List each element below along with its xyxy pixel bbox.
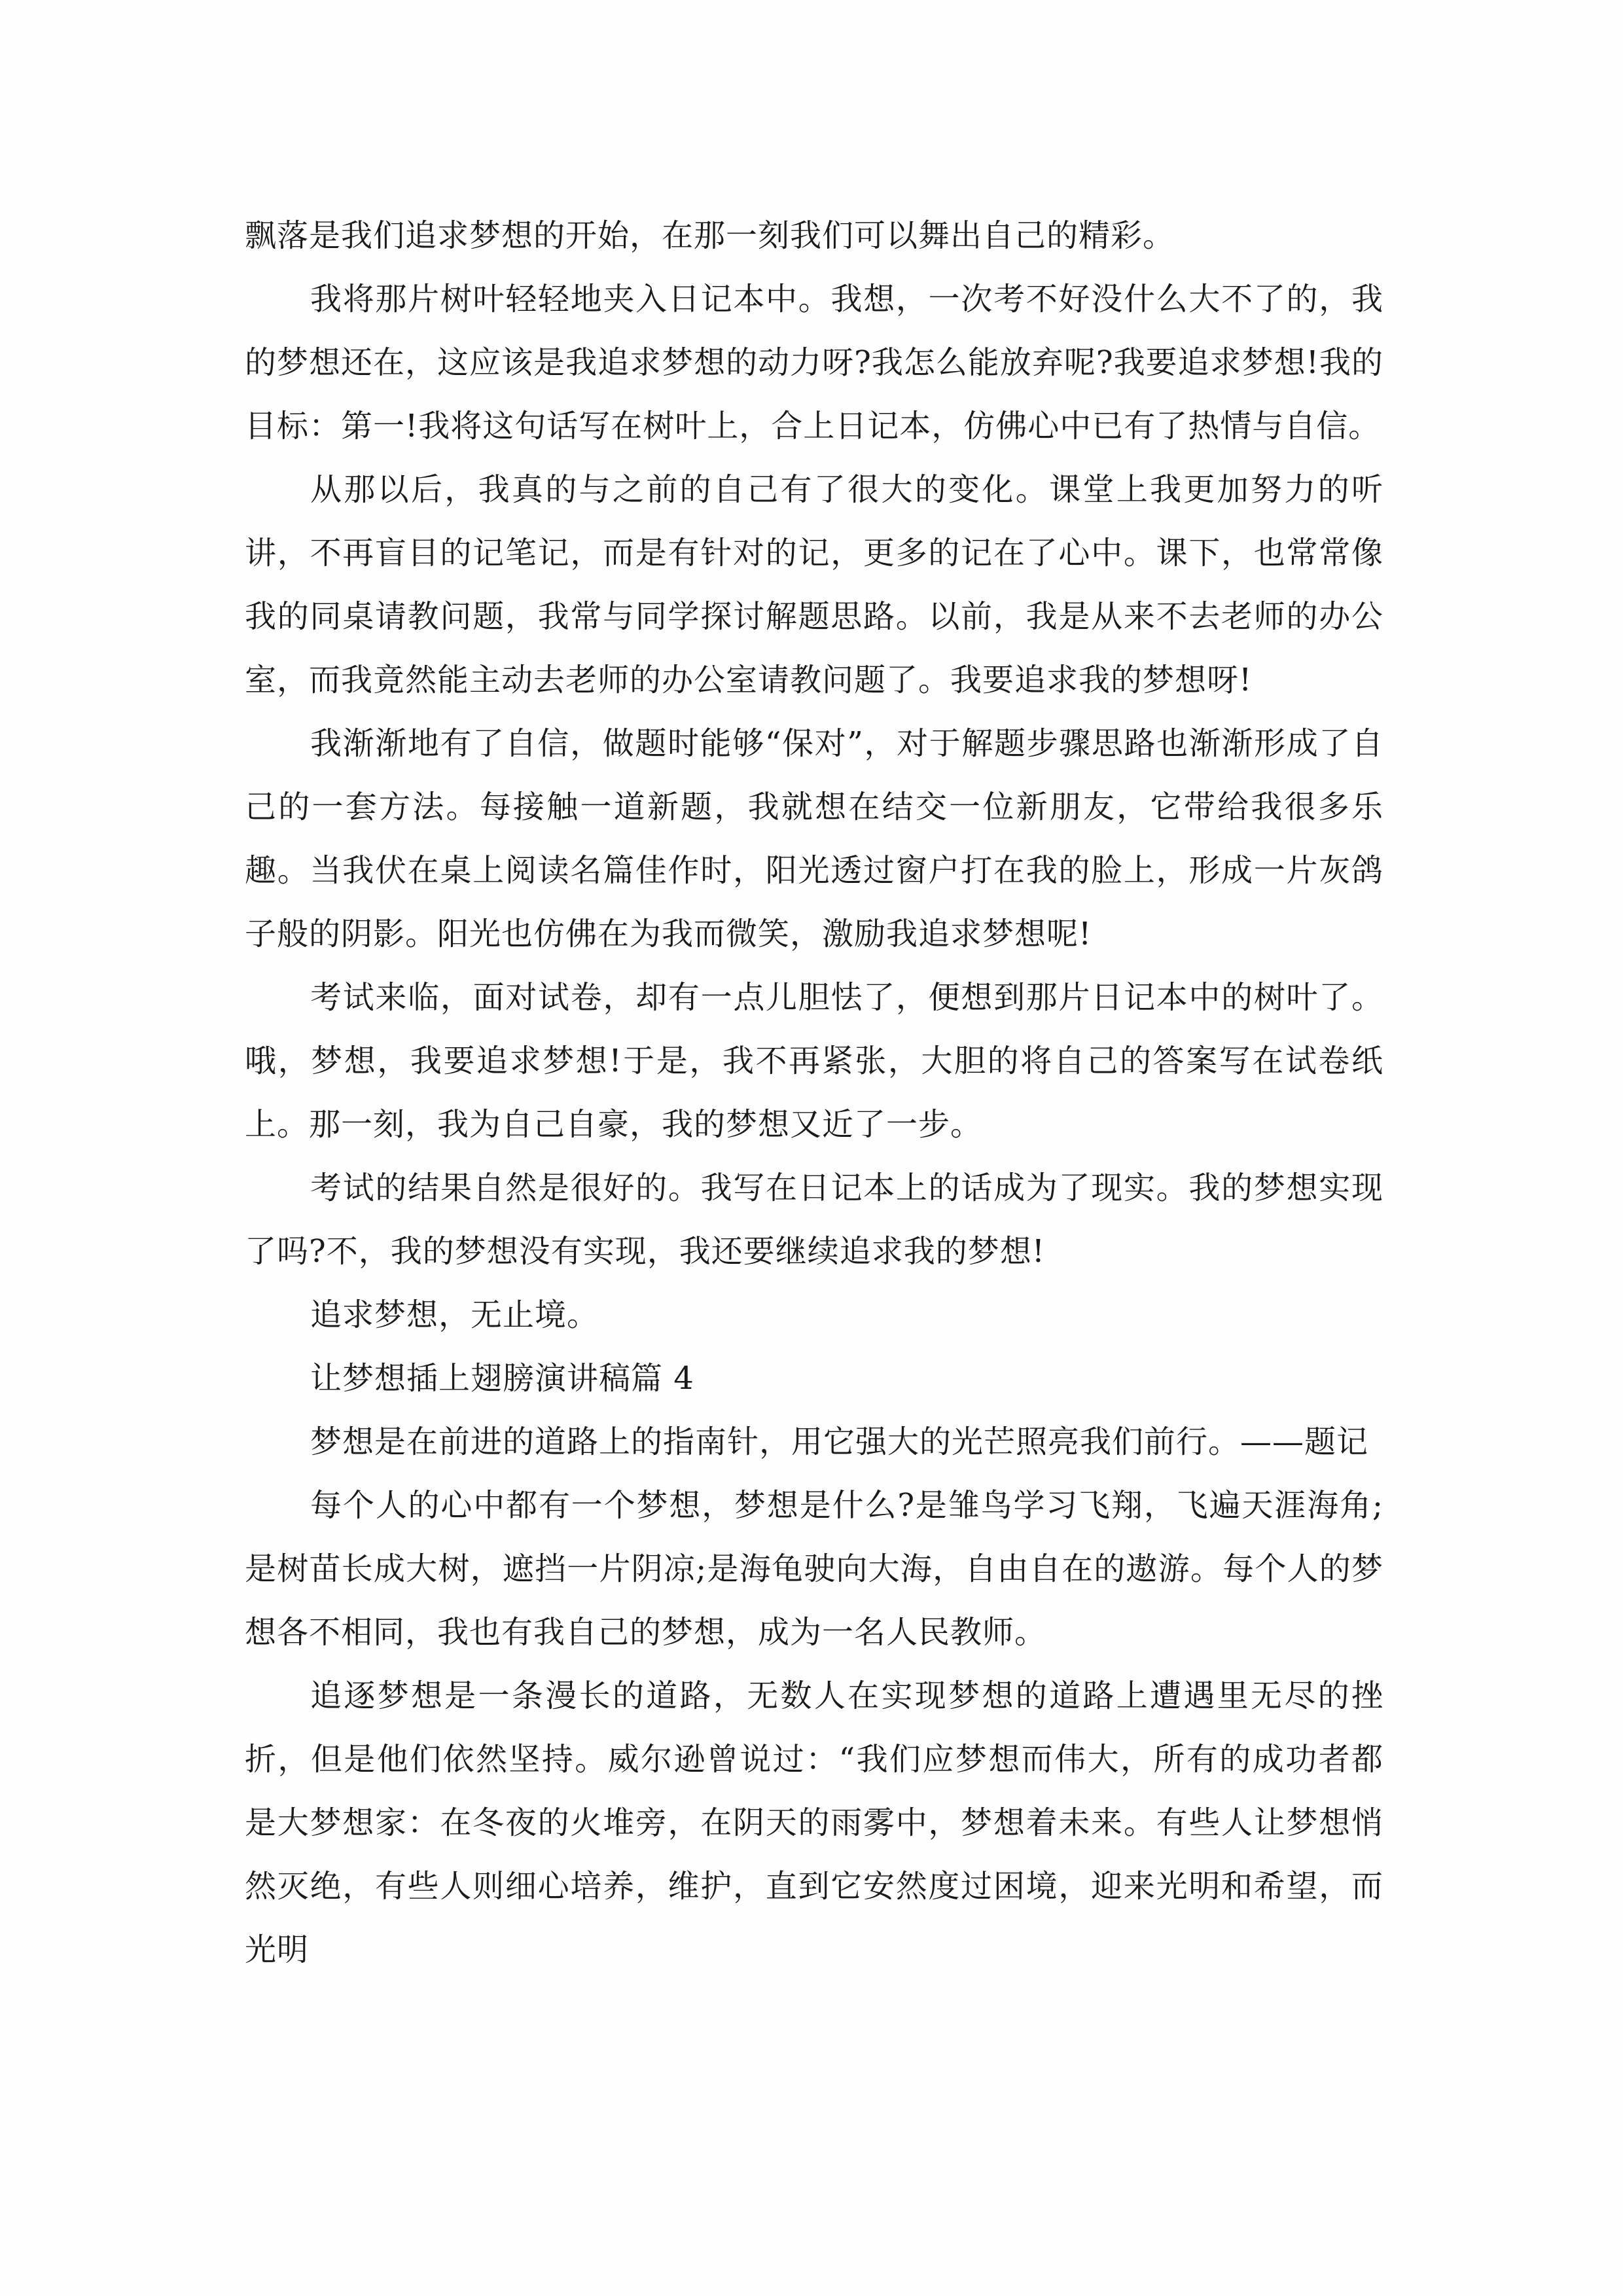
paragraph-10: 追逐梦想是一条漫长的道路，无数人在实现梦想的道路上遭遇里无尽的挫折，但是他们依然坚持。威尔逊曾说过：“我们应梦想而伟大，所有的成功者都是大梦想家：在冬夜的火堆旁，在阴天的雨雾中，梦想着未来。有些人让梦想悄然灭绝，有些人则细心培养，维护，直到它安然度过困境，迎来光明和希望，而光明 <box>245 1677 1383 1968</box>
paragraph-5: 考试来临，面对试卷，却有一点儿胆怯了，便想到那片日记本中的树叶了。哦，梦想，我要追求梦想!于是，我不再紧张，大胆的将自己的答案写在试卷纸上。那一刻，我为自己自豪，我的梦想又近了一步。 <box>245 979 1383 1143</box>
section-heading: 让梦想插上翅膀演讲稿篇 4 <box>310 1360 694 1397</box>
paragraph-4: 我渐渐地有了自信，做题时能够“保对”，对于解题步骤思路也渐渐形成了自己的一套方法。每接触一道新题，我就想在结交一位新朋友，它带给我很多乐趣。当我伏在桌上阅读名篇佳作时，阳光透过窗户打在我的脸上，形成一片灰鸽子般的阴影。阳光也仿佛在为我而微笑，激励我追求梦想呢! <box>245 725 1383 952</box>
paragraph-6: 考试的结果自然是很好的。我写在日记本上的话成为了现实。我的梦想实现了吗?不，我的梦想没有实现，我还要继续追求我的梦想! <box>245 1170 1383 1270</box>
document-body <box>245 204 1383 1982</box>
paragraph-7: 追求梦想，无止境。 <box>310 1297 599 1333</box>
paragraph-8: 梦想是在前进的道路上的指南针，用它强大的光芒照亮我们前行。——题记 <box>310 1424 1369 1460</box>
paragraph-1: 飘落是我们追求梦想的开始，在那一刻我们可以舞出自己的精彩。 <box>245 217 1175 254</box>
paragraph-2: 我将那片树叶轻轻地夹入日记本中。我想，一次考不好没什么大不了的，我的梦想还在，这应该是我追求梦想的动力呀?我怎么能放弃呢?我要追求梦想!我的目标：第一!我将这句话写在树叶上，合上日记本，仿佛心中已有了热情与自信。 <box>245 281 1383 444</box>
paragraph-3: 从那以后，我真的与之前的自己有了很大的变化。课堂上我更加努力的听讲，不再盲目的记笔记，而是有针对的记，更多的记在了心中。课下，也常常像我的同桌请教问题，我常与同学探讨解题思路。以前，我是从来不去老师的办公室，而我竟然能主动去老师的办公室请教问题了。我要追求我的梦想呀! <box>245 471 1383 698</box>
paragraph-9: 每个人的心中都有一个梦想，梦想是什么?是雏鸟学习飞翔，飞遍天涯海角;是树苗长成大树，遮挡一片阴凉;是海龟驶向大海，自由自在的遨游。每个人的梦想各不相同，我也有我自己的梦想，成为一名人民教师。 <box>245 1487 1383 1651</box>
